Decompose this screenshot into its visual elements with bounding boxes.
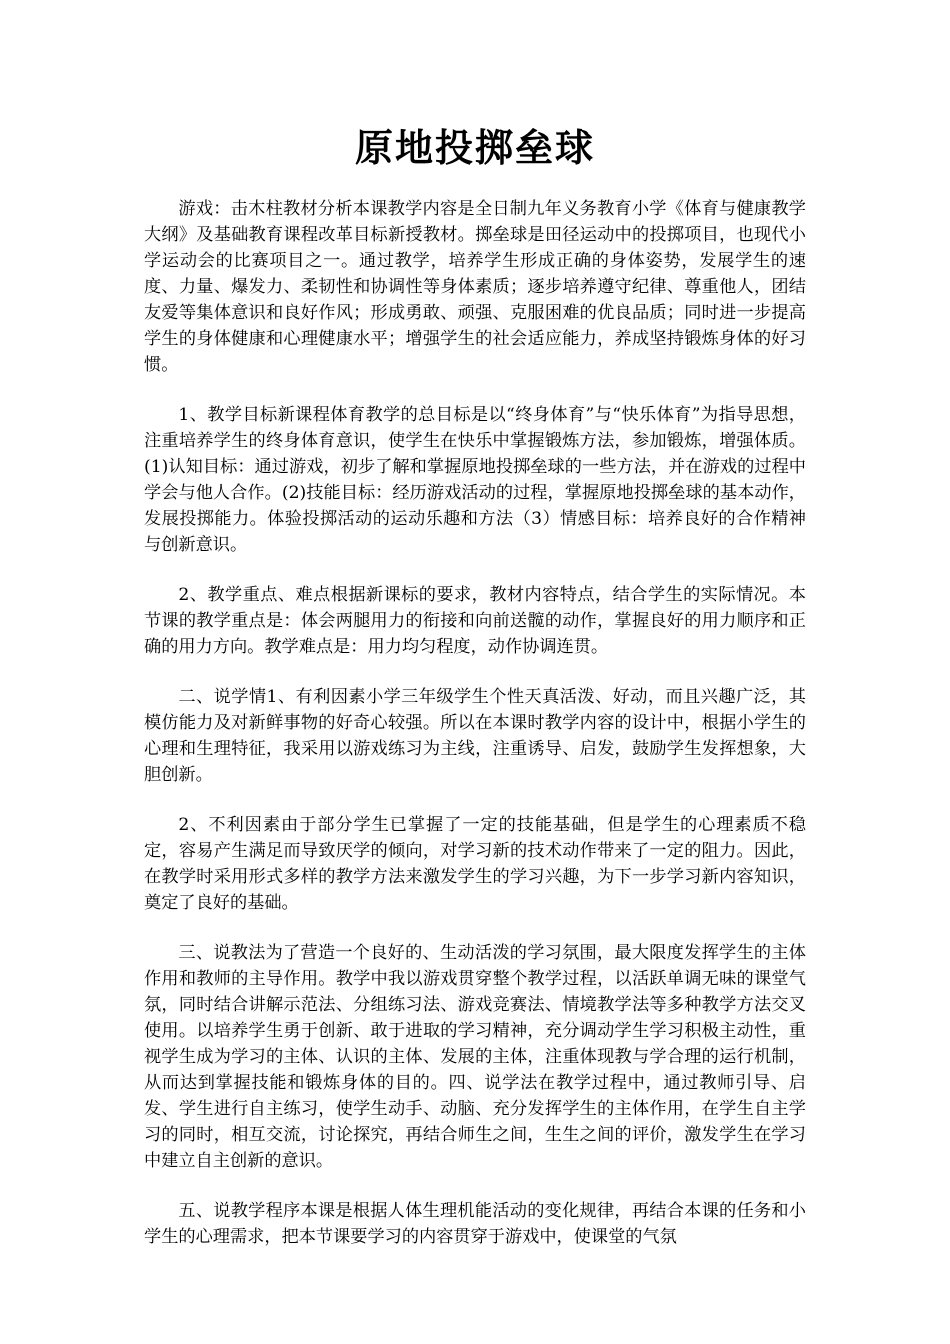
paragraph-teaching-goals: 1、教学目标新课程体育教学的总目标是以“终身体育”与“快乐体育”为指导思想，注重培养学生的终身体育意识，使学生在快乐中掌握锻炼方法，参加锻炼，增强体质。(1)认知目标：通过游戏，初步了解和掌握原地投掷垒球的一些方法，并在游戏的过程中学会与他人合作。(2)技能目标：经历游戏活动的过程，掌握原地投掷垒球的基本动作，发展投掷能力。体验投掷活动的运动乐趣和方法（3）情感目标：培养良好的合作精神与创新意识。 bbox=[144, 405, 806, 555]
paragraph-favorable-factors: 二、说学情1、有利因素小学三年级学生个性天真活泼、好动，而且兴趣广泛，其模仿能力及对新鲜事物的好奇心较强。所以在本课时教学内容的设计中，根据小学生的心理和生理特征，我采用以游戏练习为主线，注重诱导、启发，鼓励学生发挥想象，大胆创新。 bbox=[144, 687, 806, 785]
document-body bbox=[144, 196, 806, 1274]
paragraph-teaching-procedure: 五、说教学程序本课是根据人体生理机能活动的变化规律，再结合本课的任务和小学生的心理需求，把本节课要学习的内容贯穿于游戏中，使课堂的气氛 bbox=[144, 1201, 806, 1247]
paragraph-key-points: 2、教学重点、难点根据新课标的要求，教材内容特点，结合学生的实际情况。本节课的教学重点是：体会两腿用力的衔接和向前送髋的动作，掌握良好的用力顺序和正确的用力方向。教学难点是：用力均匀程度，动作协调连贯。 bbox=[144, 585, 806, 657]
paragraph-unfavorable-factors: 2、不利因素由于部分学生已掌握了一定的技能基础，但是学生的心理素质不稳定，容易产生满足而导致厌学的倾向，对学习新的技术动作带来了一定的阻力。因此，在教学时采用形式多样的教学方法来激发学生的学习兴趣，为下一步学习新内容知识，奠定了良好的基础。 bbox=[144, 815, 806, 913]
page-title: 原地投掷垒球 bbox=[354, 125, 595, 170]
paragraph-intro: 游戏：击木柱教材分析本课教学内容是全日制九年义务教育小学《体育与健康教学大纲》及基础教育课程改革目标新授教材。掷垒球是田径运动中的投掷项目，也现代小学运动会的比赛项目之一。通过教学，培养学生形成正确的身体姿势，发展学生的速度、力量、爆发力、柔韧性和协调性等身体素质；逐步培养遵守纪律、尊重他人，团结友爱等集体意识和良好作风；形成勇敢、顽强、克服困难的优良品质；同时进一步提高学生的身体健康和心理健康水平；增强学生的社会适应能力，养成坚持锻炼身体的好习惯。 bbox=[144, 199, 806, 375]
paragraph-teaching-methods: 三、说教法为了营造一个良好的、生动活泼的学习氛围，最大限度发挥学生的主体作用和教师的主导作用。教学中我以游戏贯穿整个教学过程，以活跃单调无味的课堂气氛，同时结合讲解示范法、分组练习法、游戏竞赛法、情境教学法等多种教学方法交叉使用。以培养学生勇于创新、敢于进取的学习精神，充分调动学生学习积极主动性，重视学生成为学习的主体、认识的主体、发展的主体，注重体现教与学合理的运行机制，从而达到掌握技能和锻炼身体的目的。四、说学法在教学过程中，通过教师引导、启发、学生进行自主练习，使学生动手、动脑、充分发挥学生的主体作用，在学生自主学习的同时，相互交流，讨论探究，再结合师生之间，生生之间的评价，激发学生在学习中建立自主创新的意识。 bbox=[144, 943, 806, 1171]
